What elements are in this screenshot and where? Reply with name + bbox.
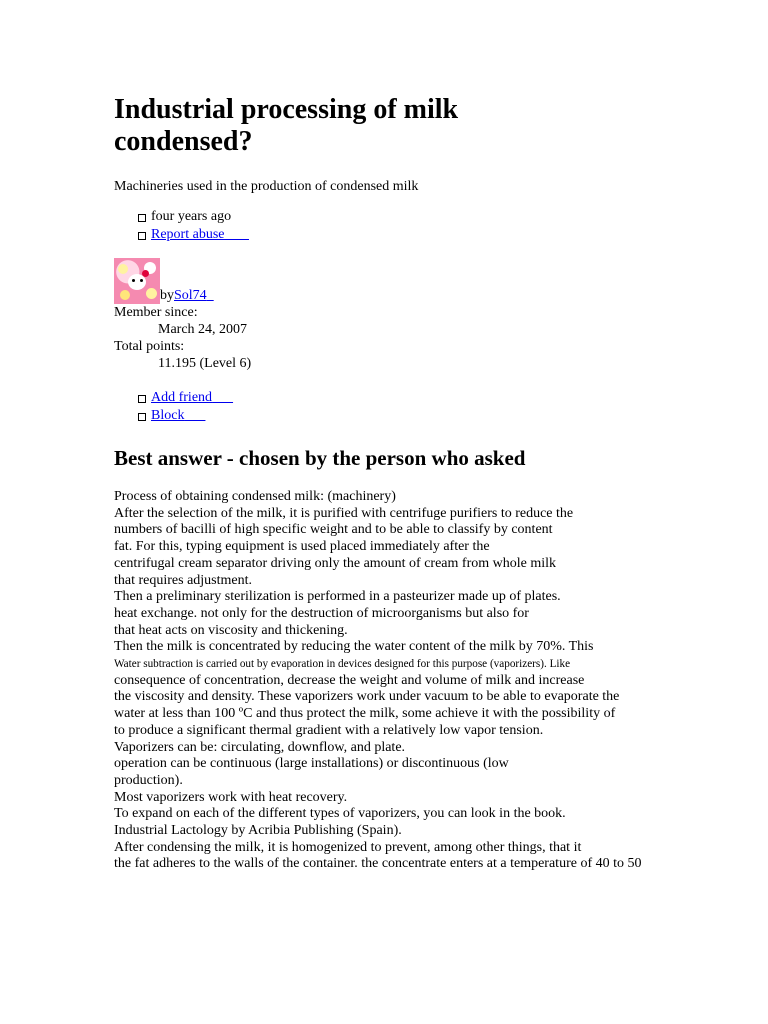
answer-line: Then a preliminary sterilization is performed in a pasteurizer made up of plates. xyxy=(114,589,561,605)
report-abuse-link[interactable]: Report abuse xyxy=(151,227,225,242)
answer-line: that requires adjustment. xyxy=(114,572,253,588)
answer-line: that heat acts on viscosity and thickening. xyxy=(114,622,348,638)
answer-line: to produce a significant thermal gradient with a relatively low vapor tension. xyxy=(114,722,544,738)
answer-line: Vaporizers can be: circulating, downflow, and plate. xyxy=(114,739,406,755)
answer-line: water at less than 100 ºC and thus protect the milk, some achieve it with the possibility of xyxy=(114,706,616,722)
time-ago-item xyxy=(138,208,674,226)
answer-line: Industrial Lactology by Acribia Publishing (Spain). xyxy=(114,823,402,839)
bullet-box-icon xyxy=(138,214,146,222)
block-link[interactable]: Block xyxy=(151,408,185,423)
question-page xyxy=(114,94,674,873)
answer-line: After condensing the milk, it is homogenized to prevent, among other things, that it xyxy=(114,839,582,855)
asker-username-link[interactable]: Sol74 xyxy=(174,288,207,303)
answer-line: Water subtraction is carried out by evaporation in devices designed for this purpose (vaporizers). Like xyxy=(114,658,571,671)
question-meta-list xyxy=(138,208,674,244)
answer-line: Process of obtaining condensed milk: (machinery) xyxy=(114,489,396,504)
asker-actions xyxy=(138,389,674,425)
time-ago: four years ago xyxy=(151,209,232,224)
member-since-value: March 24, 2007 xyxy=(158,322,248,337)
answer-line: fat. For this, typing equipment is used placed immediately after the xyxy=(114,539,490,555)
answer-line: consequence of concentration, decrease the weight and volume of milk and increase xyxy=(114,672,585,688)
avatar[interactable] xyxy=(114,258,160,304)
answer-line: Most vaporizers work with heat recovery. xyxy=(114,789,348,805)
bullet-box-icon xyxy=(138,413,146,421)
best-answer-heading: Best answer - chosen by the person who asked xyxy=(114,446,526,470)
asker-row xyxy=(114,258,674,304)
question-title: Industrial processing of milk condensed? xyxy=(114,94,459,157)
report-abuse-item xyxy=(138,226,674,244)
total-points-value: 11.195 (Level 6) xyxy=(158,356,252,371)
answer-line: heat exchange. not only for the destruction of microorganisms but also for xyxy=(114,605,529,621)
add-friend-link[interactable]: Add friend xyxy=(151,390,213,405)
answer-line: production). xyxy=(114,772,183,788)
block-item xyxy=(138,407,674,425)
question-subtitle: Machineries used in the production of condensed milk xyxy=(114,179,419,194)
answer-line: Then the milk is concentrated by reducing the water content of the milk by 70%. This xyxy=(114,639,594,655)
total-points-label: Total points: xyxy=(114,339,185,354)
answer-line: numbers of bacilli of high specific weight and to be able to classify by content xyxy=(114,522,553,538)
answer-line: After the selection of the milk, it is purified with centrifuge purifiers to reduce the xyxy=(114,505,574,521)
asker-meta xyxy=(114,304,674,372)
answer-line: the fat adheres to the walls of the container. the concentrate enters at a temperature of 40 to 50 xyxy=(114,856,642,872)
bullet-box-icon xyxy=(138,395,146,403)
add-friend-item xyxy=(138,389,674,407)
answer-line: operation can be continuous (large installations) or discontinuous (low xyxy=(114,756,509,772)
member-since-label: Member since: xyxy=(114,305,198,320)
bullet-box-icon xyxy=(138,232,146,240)
by-prefix: by xyxy=(160,288,174,303)
answer-line: To expand on each of the different types of vaporizers, you can look in the book. xyxy=(114,806,566,822)
answer-line: the viscosity and density. These vaporizers work under vacuum to be able to evaporate the xyxy=(114,689,620,705)
answer-line: centrifugal cream separator driving only the amount of cream from whole milk xyxy=(114,555,557,571)
best-answer-body xyxy=(114,489,659,873)
